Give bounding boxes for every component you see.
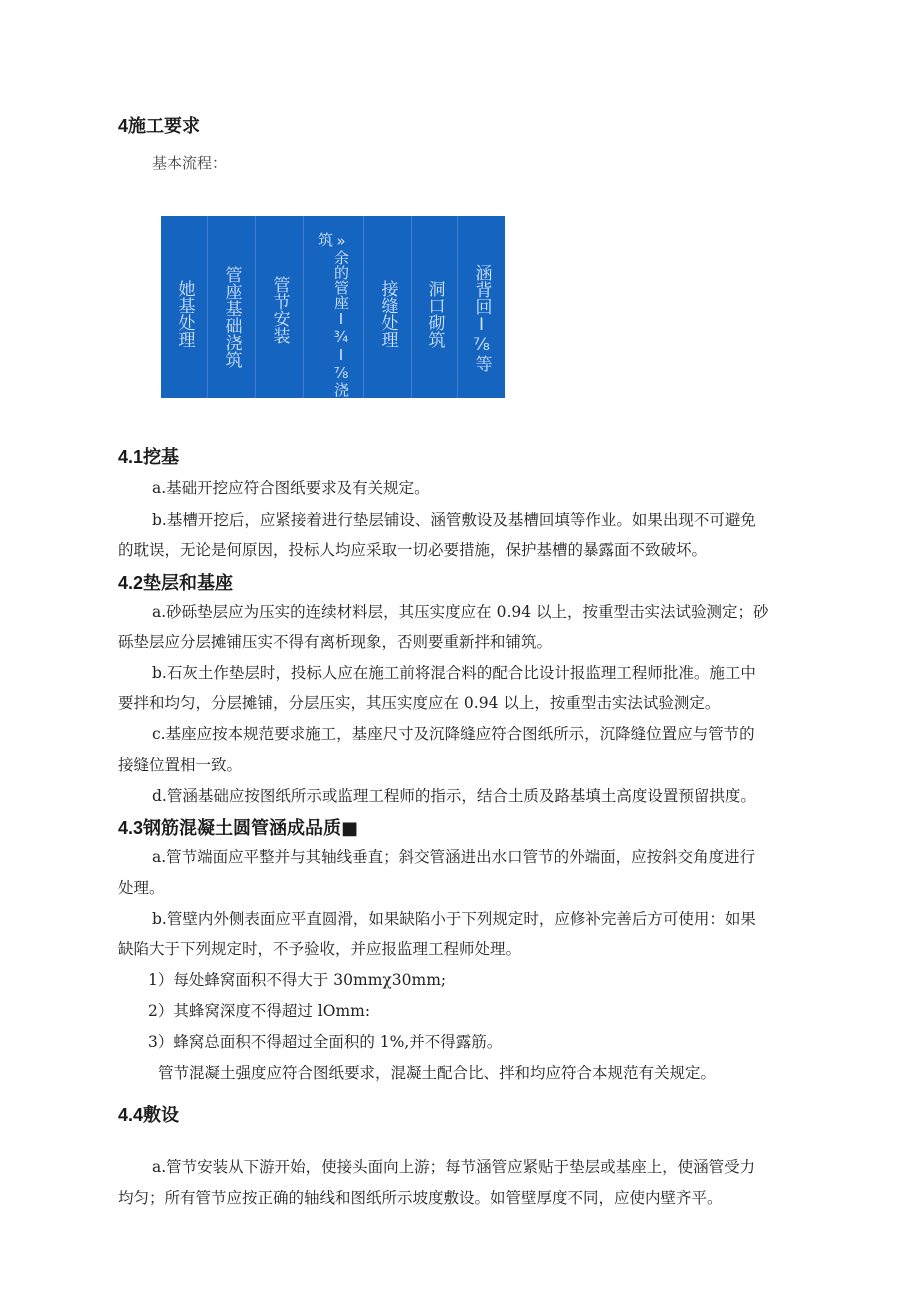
paragraph-line: 砾垫层应分层摊铺压实不得有离析现象，否则要重新拌和铺筑。 [118, 633, 553, 651]
flow-step-label: 洞口砌筑 [424, 280, 445, 348]
flow-step-label: 管节安装 [269, 276, 290, 344]
flow-step [303, 216, 364, 398]
paragraph-line: b.管壁内外侧表面应平直圆滑，如果缺陷小于下列规定时，应修补完善后方可使用：如果 [152, 910, 756, 928]
flow-step [457, 216, 505, 398]
flow-step [161, 216, 208, 398]
flow-step [363, 216, 412, 398]
paragraph-line: d.管涵基础应按图纸所示或监理工程师的指示，结合土质及路基填土高度设置预留拱度。 [152, 787, 756, 805]
section-number: 4.4 [118, 1105, 144, 1125]
flow-intro-label: 基本流程： [152, 154, 228, 172]
section-heading-4 [118, 112, 200, 138]
paragraph-line: a.基础开挖应符合图纸要求及有关规定。 [152, 479, 430, 497]
section-title: 施工要求 [128, 116, 201, 137]
paragraph-line: 的耽误，无论是何原因，投标人均应采取一切必要措施，保护基槽的暴露面不致破坏。 [118, 541, 708, 559]
flow-step [207, 216, 256, 398]
paragraph-line: 均匀；所有管节应按正确的轴线和图纸所示坡度敷设。如管壁厚度不同，应使内壁齐平。 [118, 1189, 723, 1207]
paragraph-line: b.基槽开挖后，应紧接着进行垫层铺设、涵管敷设及基槽回填等作业。如果出现不可避免 [152, 511, 756, 529]
flow-step-label: 她基处理 [174, 280, 195, 348]
paragraph-line: 管节混凝土强度应符合图纸要求，混凝土配合比、拌和均应符合本规范有关规定。 [158, 1064, 717, 1082]
flow-step-label: 涵背回Ⅰ⅞等 [471, 264, 492, 372]
paragraph-line: 要拌和均匀，分层摊铺，分层压实，其压实度应在 0.94 以上，按重型击实法试验测定。 [118, 694, 721, 712]
list-item: 3）蜂窝总面积不得超过全面积的 1%,并不得露筋。 [148, 1033, 503, 1051]
paragraph-line: a.管节端面应平整并与其轴线垂直；斜交管涵进出水口管节的外端面，应按斜交角度进行 [152, 848, 756, 866]
paragraph-line: b.石灰土作垫层时，投标人应在施工前将混合料的配合比设计报监理工程师批准。施工中 [152, 664, 756, 682]
paragraph-line: 处理。 [118, 879, 165, 897]
flow-step [411, 216, 458, 398]
list-item: 1）每处蜂窝面积不得大于 30mmχ30mm; [148, 971, 447, 989]
paragraph-line: 接缝位置相一致。 [118, 756, 243, 774]
list-item: 2）其蜂窝深度不得超过 lOmm: [148, 1002, 371, 1020]
section-title: 挖基 [143, 447, 180, 468]
process-flow-chart [161, 216, 505, 398]
paragraph-line: c.基座应按本规范要求施工，基座尺寸及沉降缝应符合图纸所示，沉降缝位置应与管节的 [152, 725, 755, 743]
section-title: 钢筋混凝土圆管涵成品质■ [143, 818, 359, 839]
section-number: 4.3 [118, 818, 144, 838]
paragraph-line: a.砂砾垫层应为压实的连续材料层，其压实度应在 0.94 以上，按重型击实法试验测定；砂 [152, 603, 769, 621]
section-number: 4 [118, 116, 129, 136]
section-title: 垫层和基座 [143, 573, 234, 594]
section-number: 4.2 [118, 573, 144, 593]
section-number: 4.1 [118, 447, 144, 467]
section-heading-4-3 [118, 814, 358, 840]
section-heading-4-2 [118, 569, 233, 595]
flow-step-label: »余的管座Ⅰ¾Ⅰ⅞浇筑 [316, 232, 350, 397]
flow-step [255, 216, 304, 398]
section-heading-4-4 [118, 1101, 179, 1127]
flow-step-label: 接缝处理 [377, 280, 398, 348]
paragraph-line: 缺陷大于下列规定时，不予验收，并应报监理工程师处理。 [118, 940, 522, 958]
paragraph-line: a.管节安装从下游开始，使接头面向上游；每节涵管应紧贴于垫层或基座上，使涵管受力 [152, 1158, 756, 1176]
section-heading-4-1 [118, 443, 179, 469]
section-title: 敷设 [143, 1105, 180, 1126]
flow-step-label: 管座基础浇筑 [221, 266, 242, 368]
